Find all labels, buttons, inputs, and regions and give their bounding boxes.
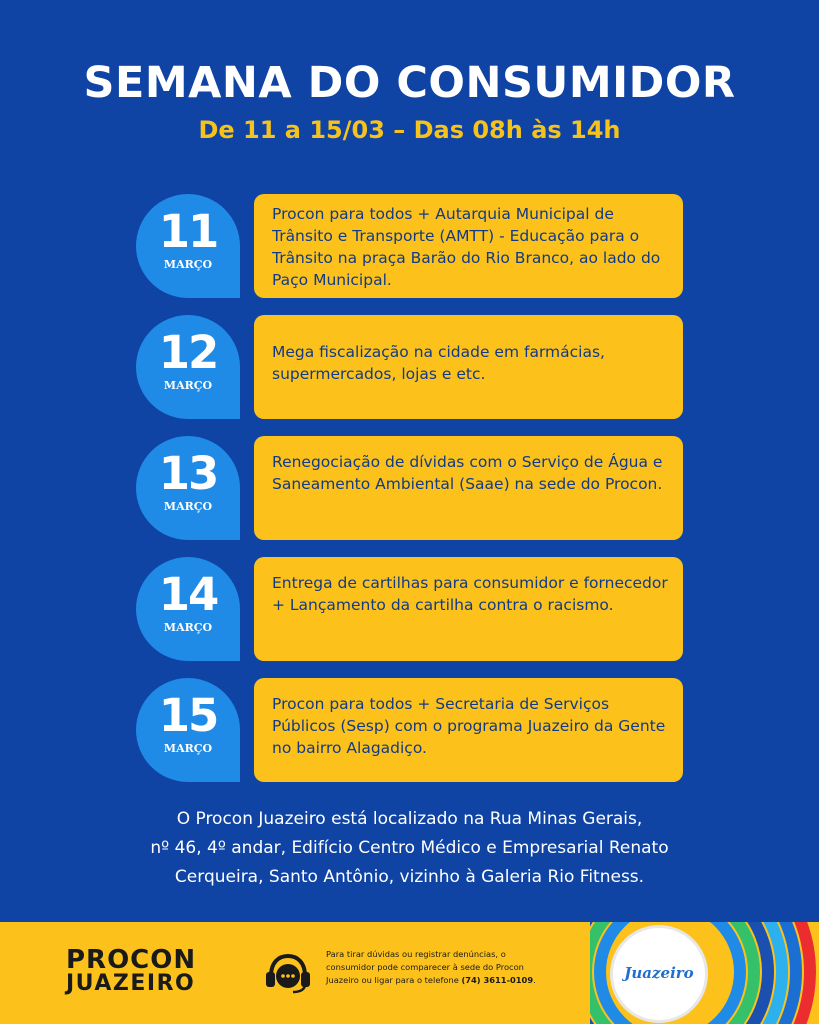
event-description: Mega fiscalização na cidade em farmácias, supermercados, lojas e etc. xyxy=(254,315,683,419)
page-subtitle: De 11 a 15/03 – Das 08h às 14h xyxy=(198,116,621,144)
event-description: Procon para todos + Autarquia Municipal de Trânsito e Transporte (AMTT) - Educação para o Trânsito na praça Barão do Rio Branco, ao lado do Paço Municipal. xyxy=(254,194,683,298)
event-day: 12 xyxy=(158,326,218,379)
event-day: 14 xyxy=(158,568,218,621)
date-badge xyxy=(136,436,240,540)
address-line: Cerqueira, Santo Antônio, vizinho à Galeria Rio Fitness. xyxy=(174,867,645,887)
address-line: O Procon Juazeiro está localizado na Rua Minas Gerais, xyxy=(176,809,643,829)
event-day: 11 xyxy=(158,205,218,258)
info-line: consumidor pode comparecer à sede do Procon xyxy=(326,962,524,972)
event-item xyxy=(136,557,683,661)
date-badge xyxy=(136,194,240,298)
info-line xyxy=(326,974,576,987)
juazeiro-emblem xyxy=(613,928,705,1020)
phone-number: (74) 3611-0109 xyxy=(461,975,534,985)
event-item xyxy=(136,194,683,298)
event-month: MARÇO xyxy=(163,379,213,392)
event-description: Procon para todos + Secretaria de Serviços Públicos (Sesp) com o programa Juazeiro da Gente no bairro Alagadiço. xyxy=(254,678,683,782)
contact-info xyxy=(326,948,576,987)
event-item xyxy=(136,678,683,782)
event-item xyxy=(136,436,683,540)
logo-line: JUAZEIRO xyxy=(66,971,196,996)
date-badge xyxy=(136,678,240,782)
emblem-name: Juazeiro xyxy=(624,964,694,982)
event-day: 13 xyxy=(158,447,218,500)
event-description: Renegociação de dívidas com o Serviço de Água e Saneamento Ambiental (Saae) na sede do Procon. xyxy=(254,436,683,540)
event-month: MARÇO xyxy=(163,500,213,513)
event-description: Entrega de cartilhas para consumidor e fornecedor + Lançamento da cartilha contra o racismo. xyxy=(254,557,683,661)
date-badge xyxy=(136,557,240,661)
procon-logo xyxy=(66,945,197,996)
page-title: SEMANA DO CONSUMIDOR xyxy=(83,58,736,108)
event-month: MARÇO xyxy=(163,621,213,634)
event-month: MARÇO xyxy=(163,258,213,271)
info-line: Para tirar dúvidas ou registrar denúncias, o xyxy=(326,949,506,959)
date-badge xyxy=(136,315,240,419)
phone-support-icon xyxy=(263,952,313,996)
event-day: 15 xyxy=(158,689,218,742)
footer xyxy=(0,922,819,1024)
event-item xyxy=(136,315,683,419)
event-month: MARÇO xyxy=(163,742,213,755)
address-line: nº 46, 4º andar, Edifício Centro Médico e Empresarial Renato xyxy=(150,838,669,858)
address-text xyxy=(0,805,819,892)
info-text: . xyxy=(533,975,536,985)
logo-line: PROCON xyxy=(66,945,197,975)
info-text: Juazeiro ou ligar para o telefone xyxy=(326,975,462,985)
